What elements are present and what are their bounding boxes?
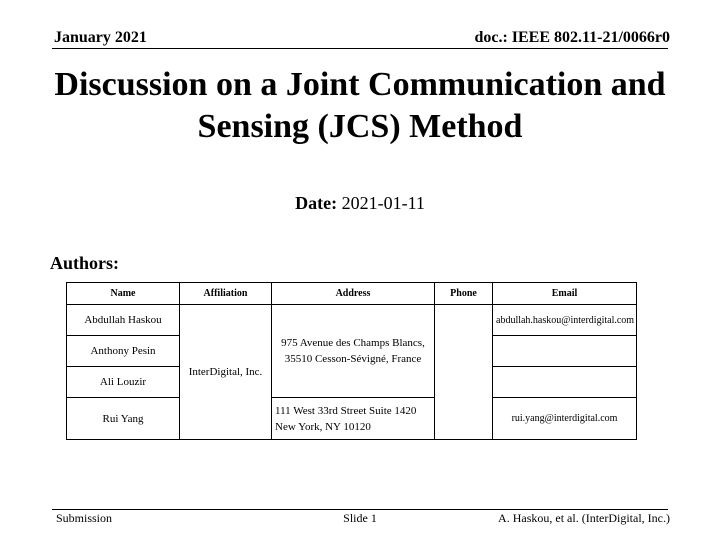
address-line-1: 111 West 33rd Street Suite 1420 [275, 404, 417, 417]
column-header-email: Email [493, 283, 637, 305]
column-header-name: Name [67, 283, 180, 305]
page-title [30, 64, 690, 148]
author-affiliation: InterDigital, Inc. [180, 305, 272, 440]
authors-table [66, 282, 637, 440]
table-row [67, 398, 637, 440]
footer-authors: A. Haskou, et al. (InterDigital, Inc.) [498, 511, 670, 525]
author-email: abdullah.haskou@interdigital.com [493, 305, 637, 336]
author-email: rui.yang@interdigital.com [493, 398, 637, 440]
author-name: Ali Louzir [67, 367, 180, 398]
date-label: Date: [295, 193, 338, 213]
column-header-address: Address [272, 283, 435, 305]
table-header-row [67, 283, 637, 305]
author-name: Rui Yang [67, 398, 180, 440]
date-line [0, 193, 720, 214]
author-email [493, 367, 637, 398]
column-header-phone: Phone [435, 283, 493, 305]
author-address [272, 398, 435, 440]
date-value: 2021-01-11 [341, 193, 425, 213]
header-date: January 2021 [54, 29, 147, 46]
footer-divider [52, 509, 668, 510]
footer-submission: Submission [56, 511, 113, 525]
footer-slide-number: Slide 1 [343, 511, 377, 525]
column-header-affiliation: Affiliation [180, 283, 272, 305]
address-line-2: New York, NY 10120 [275, 420, 371, 433]
table-row [67, 305, 637, 336]
author-phone [435, 305, 493, 440]
author-address: 975 Avenue des Champs Blancs, 35510 Cesson-Sévigné, France [272, 305, 435, 398]
author-name: Abdullah Haskou [67, 305, 180, 336]
author-name: Anthony Pesin [67, 336, 180, 367]
title-line-2: Sensing (JCS) Method [197, 108, 523, 145]
authors-heading: Authors: [50, 253, 120, 273]
header-divider [52, 48, 668, 49]
author-email [493, 336, 637, 367]
header-doc-id: doc.: IEEE 802.11-21/0066r0 [474, 29, 670, 46]
title-line-1: Discussion on a Joint Communication and [54, 66, 666, 103]
